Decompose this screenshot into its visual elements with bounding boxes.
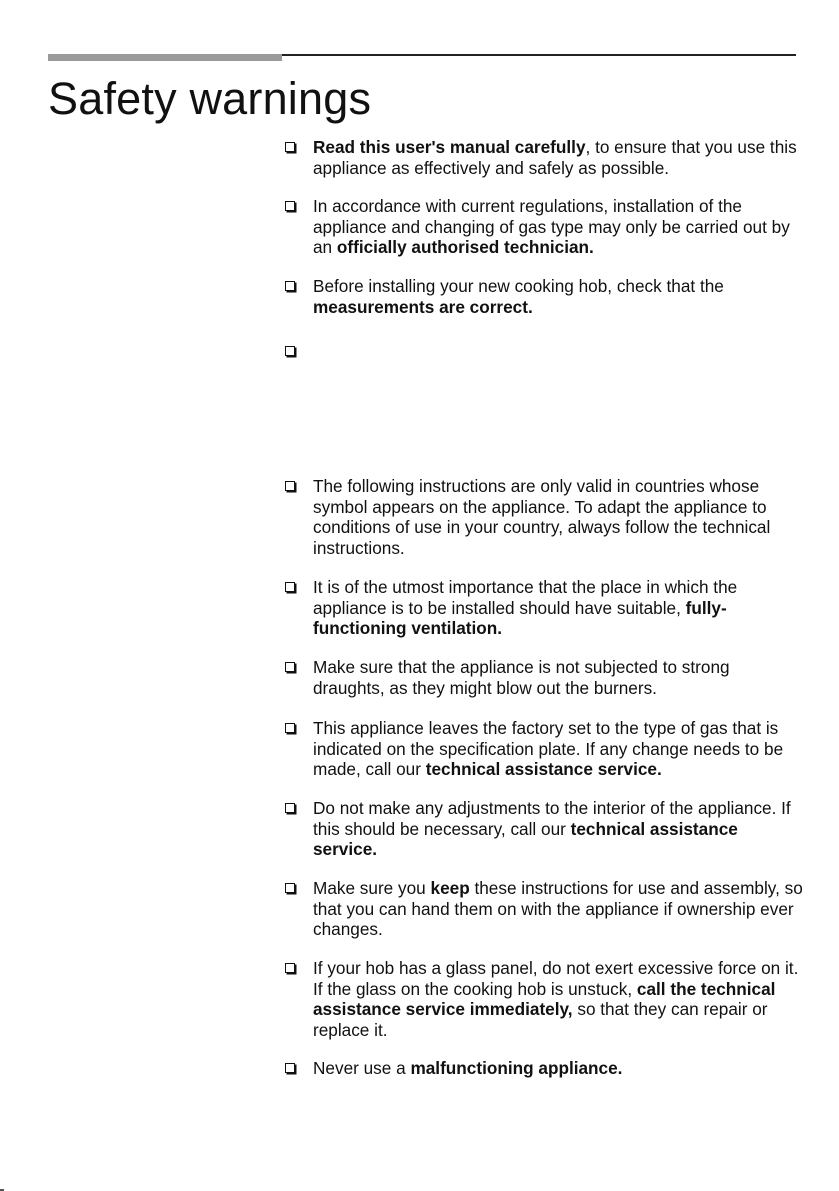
header-accent-bar (48, 54, 282, 61)
body-text: This appliance leaves the factory set to the type of gas that is indicated on the specification plate. If any change needs to be made, call our (313, 718, 784, 779)
checkbox-bullet-icon (285, 662, 295, 672)
emphasis-text: call the technical assistance service immediately, (313, 978, 776, 1019)
warning-text (313, 276, 805, 317)
warning-text (313, 476, 805, 558)
checkbox-bullet-icon (285, 346, 295, 356)
emphasis-text: Read this user's manual carefully (313, 137, 586, 157)
warning-text (313, 958, 805, 1040)
page-title: Safety warnings (48, 73, 372, 124)
checkbox-bullet-icon (285, 883, 295, 893)
warning-text (313, 1058, 805, 1079)
emphasis-text: measurements are correct. (313, 296, 533, 317)
checkbox-bullet-icon (285, 281, 295, 291)
warning-item (285, 878, 805, 940)
checkbox-bullet-icon (285, 582, 295, 592)
warning-item (285, 276, 805, 317)
checkbox-bullet-icon (285, 1063, 295, 1073)
checkbox-bullet-icon (285, 723, 295, 733)
warning-text (313, 878, 805, 940)
emphasis-text: fully-functioning ventilation. (313, 597, 727, 638)
checkbox-bullet-icon (285, 963, 295, 973)
body-text: these instructions for use and assembly, so that you can hand them on with the appliance if ownership ever changes. (313, 878, 803, 939)
body-text: , to ensure that you use this appliance as effectively and safely as possible. (313, 137, 797, 178)
warning-text (313, 137, 805, 178)
emphasis-text: technical assistance service. (313, 818, 738, 859)
body-text: Before installing your new cooking hob, check that the (313, 276, 724, 296)
warning-item (285, 958, 805, 1040)
warning-item (285, 196, 805, 258)
checkbox-bullet-icon (285, 201, 295, 211)
warning-item (285, 577, 805, 639)
body-text: Do not make any adjustments to the interior of the appliance. If this should be necessary, call our (313, 798, 791, 839)
warning-item (285, 476, 805, 558)
warning-text (313, 798, 805, 860)
warning-text (313, 657, 805, 698)
warning-item (285, 657, 805, 698)
body-text: In accordance with current regulations, installation of the appliance and changing of gas type may only be carried out by an (313, 196, 790, 257)
body-text: Make sure you (313, 878, 431, 898)
emphasis-text: malfunctioning appliance. (410, 1058, 623, 1078)
warning-item (285, 1058, 805, 1079)
body-text: If your hob has a glass panel, do not exert excessive force on it. If the glass on the cooking hob is unstuck, (313, 958, 799, 999)
warning-text (313, 718, 805, 780)
warning-item (285, 718, 805, 780)
emphasis-text: officially authorised technician. (336, 237, 594, 257)
checkbox-bullet-icon (285, 481, 295, 491)
checkbox-bullet-icon (285, 803, 295, 813)
body-text: It is of the utmost importance that the place in which the appliance is to be installed should have suitable, (313, 577, 738, 618)
body-text: Never use a (313, 1058, 411, 1078)
warning-item (285, 137, 805, 178)
warning-item (285, 798, 805, 860)
emphasis-text: keep (430, 878, 470, 898)
checkbox-bullet-icon (285, 142, 295, 152)
warning-text (313, 196, 805, 258)
body-text: Make sure that the appliance is not subjected to strong draughts, as they might blow out the burners. (313, 657, 730, 698)
warning-text (313, 577, 805, 639)
body-text: so that they can repair or replace it. (313, 999, 768, 1040)
body-text: The following instructions are only valid in countries whose symbol appears on the appliance. To adapt the appliance to conditions of use in your country, always follow the technical instructions. (313, 476, 771, 558)
emphasis-text: technical assistance service. (425, 759, 662, 779)
